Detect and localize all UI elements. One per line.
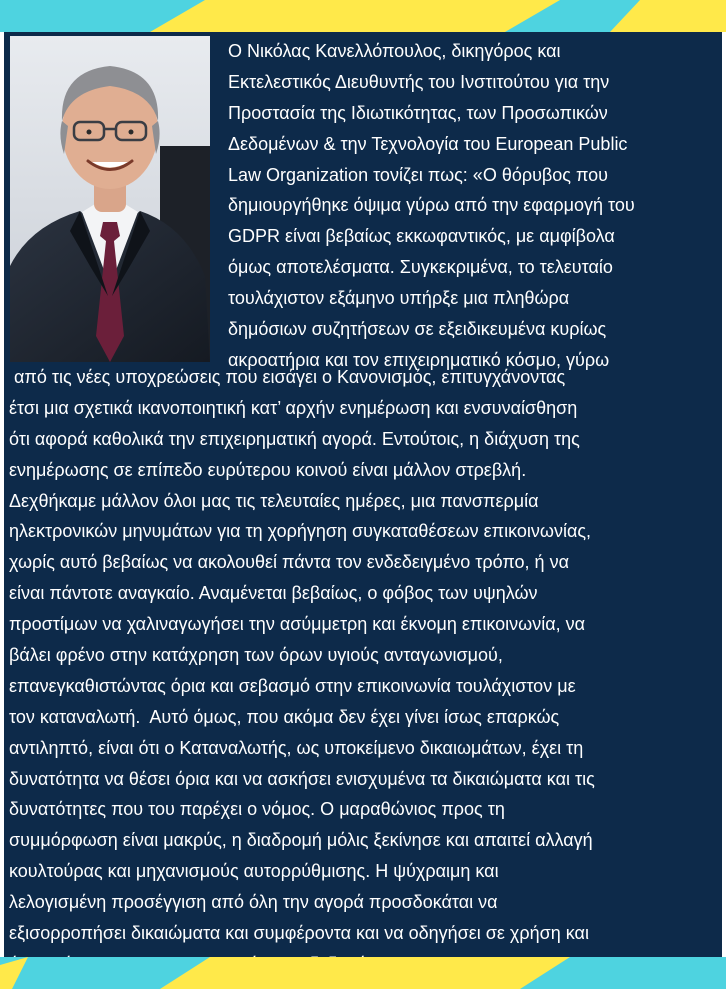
article-line: δυνατότητα να θέσει όρια και να ασκήσει ενισχυμένα τα δικαιώματα και τις (9, 768, 595, 789)
bottom-band-stripes (0, 957, 726, 989)
article-line: αντιληπτό, είναι ότι ο Καταναλωτής, ως υποκείμενο δικαιωμάτων, έχει τη (9, 737, 584, 758)
article-line: Law Organization τονίζει πως: «Ο θόρυβος που (228, 164, 608, 185)
article-line: συμμόρφωση είναι μακρύς, η διαδρομή μόλις ξεκίνησε και απαιτεί αλλαγή (9, 830, 593, 851)
article-text-full-width (9, 362, 595, 980)
article-line: δημιουργήθηκε όψιμα γύρω από την εφαρμογή του (228, 195, 635, 216)
article-line: προστίμων να χαλιναγωγήσει την ασύμμετρη και έκνομη επικοινωνία, να (9, 614, 586, 635)
article-text-beside-photo (228, 36, 635, 376)
portrait-photo (10, 36, 210, 362)
article-line: δυνατότητες που του παρέχει ο νόμος. Ο μαραθώνιος προς τη (9, 799, 505, 820)
top-decorative-band (0, 0, 726, 32)
article-panel (4, 32, 722, 957)
article-line: ακροατήρια και τον επιχειρηματικό κόσμο, γύρω (228, 349, 610, 370)
article-line: όμως αποτελέσματα. Συγκεκριμένα, το τελευταίο (228, 257, 613, 278)
article-line: GDPR είναι βεβαίως εκκωφαντικός, με αμφίβολα (228, 226, 615, 247)
article-line: εξισορροπήσει δικαιώματα και συμφέροντα και να οδηγήσει σε χρήση και (9, 923, 589, 944)
article-line: Ο Νικόλας Κανελλόπουλος, δικηγόρος και (228, 41, 561, 61)
article-line: Εκτελεστικός Διευθυντής του Ινστιτούτου για την (228, 71, 610, 92)
article-line: ηλεκτρονικών μηνυμάτων για τη χορήγηση συγκαταθέσεων επικοινωνίας, (9, 521, 592, 542)
article-line: είναι πάντοτε αναγκαίο. Αναμένεται βεβαίως, ο φόβος των υψηλών (9, 583, 538, 604)
top-band-stripes (0, 0, 726, 32)
article-line: ενημέρωσης σε επίπεδο ευρύτερου κοινού είναι μάλλον στρεβλή. (9, 459, 527, 480)
article-line: βάλει φρένο στην κατάχρηση των όρων υγιούς ανταγωνισμού, (9, 645, 503, 666)
article-line: χωρίς αυτό βεβαίως να ακολουθεί πάντα τον ενδεδειγμένο τρόπο, ή να (9, 552, 569, 573)
article-line: ότι αφορά καθολικά την επιχειρηματική αγορά. Εντούτοις, η διάχυση της (9, 428, 580, 449)
article-line: λελογισμένη προσέγγιση από όλη την αγορά προσδοκάται να (9, 892, 498, 913)
bottom-decorative-band (0, 957, 726, 989)
article-line: από τις νέες υποχρεώσεις που εισάγει ο Κανονισμός, επιτυγχάνοντας (9, 367, 566, 387)
article-line: δημόσιων συζητήσεων σε εξειδικευμένα κυρίως (228, 319, 607, 340)
person-portrait-icon (10, 36, 210, 362)
article-line: τον καταναλωτή. Αυτό όμως, που ακόμα δεν έχει γίνει ίσως επαρκώς (9, 706, 560, 727)
article-line: κουλτούρας και μηχανισμούς αυτορρύθμισης. Η ψύχραιμη και (9, 861, 499, 882)
article-line: Δεδομένων & την Τεχνολογία του European Public (228, 133, 628, 154)
article-line: Δεχθήκαμε μάλλον όλοι μας τις τελευταίες ημέρες, μια πανσπερμία (9, 490, 539, 511)
article-line: έτσι μια σχετικά ικανοποιητική κατ’ αρχήν ενημέρωση και ενσυναίσθηση (9, 397, 578, 418)
article-line: Προστασία της Ιδιωτικότητας, των Προσωπικών (228, 102, 608, 123)
article-line: τουλάχιστον εξάμηνο υπήρξε μια πληθώρα (228, 288, 570, 309)
article-line: επανεγκαθιστώντας όρια και σεβασμό στην επικοινωνία τουλάχιστον με (9, 675, 576, 696)
